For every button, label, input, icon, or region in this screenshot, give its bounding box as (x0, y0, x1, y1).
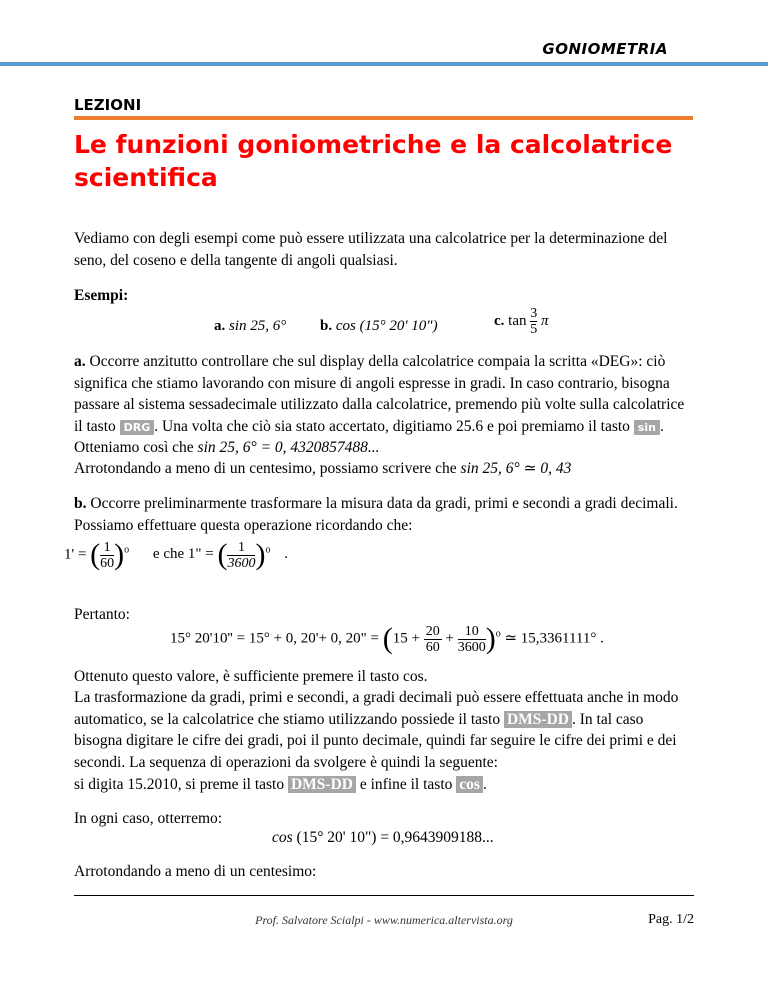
footer-page-number: Pag. 1/2 (648, 912, 694, 927)
header-title: GONIOMETRIA (542, 40, 668, 58)
part-a-paragraph: a. Occorre anzitutto controllare che sul display della calcolatrice compaia la scritta «DEG»: ciò significa che stiamo lavorando con misure di angoli espresse in gradi. In caso contrario, bisogna passare al sistema sessadecimale utilizzato dalla calcolatrice, premendo più volte sulla calcolatrice il tasto DRG . Una volta che ciò sia stato accertato, digitiamo 25.6 e poi premiamo il tasto sin . (74, 353, 685, 435)
header-bar (0, 62, 768, 66)
cos-key: cos (456, 776, 483, 793)
intro-paragraph: Vediamo con degli esempi come può essere utilizzata una calcolatrice per la determinazione del seno, del coseno e della tangente di angoli qualsiasi. (74, 230, 668, 269)
part-b-dms-paragraph: La trasformazione da gradi, primi e secondi, a gradi decimali può essere effettuata anche in modo automatico, se la calcolatrice che stiamo utilizzando possiede il tasto DMS-DD . In tal caso bisogna digitare le cifre dei gradi, poi il punto decimale, quindi far seguire le cifre dei primi e dei secondi. La sequenza di operazioni da svolgere è quindi la seguente: (74, 689, 679, 771)
part-a-round: Arrotondando a meno di un centesimo, possiamo scrivere che sin 25, 6° ≃ 0, 43 (74, 460, 572, 477)
examples-label: Esempi: (74, 287, 129, 304)
section-label: LEZIONI (74, 96, 142, 114)
conversion-formula: 15° 20'10'' = 15° + 0, 20'+ 0, 20" = (15 + $\frac{20}{60}$ + $\frac{10}{3600}$ )$^o$ ≃ 15,3361111° . (170, 622, 604, 655)
part-b-sequence: si digita 15.2010, si preme il tasto DMS-DD e infine il tasto cos . (74, 776, 487, 793)
arrotondando-label: Arrotondando a meno di un centesimo: (74, 863, 317, 880)
section-divider (74, 116, 693, 120)
pertanto-label: Pertanto: (74, 606, 130, 623)
footer-divider (74, 895, 694, 896)
dms-dd-key: DMS-DD (504, 711, 572, 728)
part-b-result: cos (15° 20' 10") = 0,9643909188... (272, 829, 494, 846)
footer-author: Prof. Salvatore Scialpi - www.numerica.altervista.org (255, 913, 513, 927)
part-a-result: Otteniamo così che sin 25, 6° = 0, 4320857488... (74, 439, 380, 456)
in-ogni-caso: In ogni caso, otterremo: (74, 810, 223, 827)
example-c: c. tan $\frac{3}{5}$ π (494, 306, 549, 337)
example-a: a. sin 25, 6° (214, 318, 287, 334)
sin-key: sin (634, 420, 660, 435)
part-b-definitions: 1' = ( $\frac{1}{60}$ )$^o$ e che 1" = ( $\frac{1}{3600}$ )$^o$ . (64, 538, 288, 571)
dms-dd-key-2: DMS-DD (288, 776, 356, 793)
drg-key: DRG (120, 420, 155, 435)
part-b-cos-note: Ottenuto questo valore, è sufficiente premere il tasto cos. (74, 668, 428, 685)
example-b: b. cos (15° 20' 10") (320, 318, 438, 334)
page-title: Le funzioni goniometriche e la calcolatrice scientifica (74, 130, 673, 192)
part-b-paragraph: b. Occorre preliminarmente trasformare la misura data da gradi, primi e secondi a gradi decimali. Possiamo effettuare questa operazione ricordando che: (74, 495, 678, 534)
